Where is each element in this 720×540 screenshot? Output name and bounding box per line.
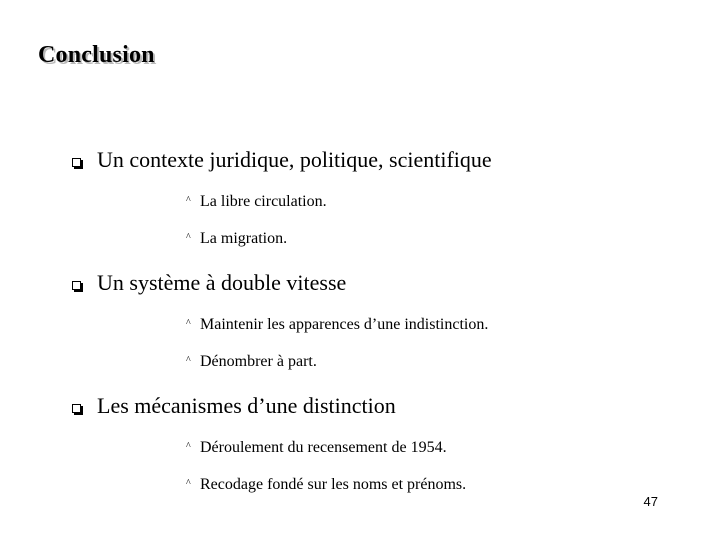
- wedge-bullet-icon: ^: [186, 478, 191, 489]
- main-bullet-3: [72, 391, 396, 421]
- main-bullet-1: [72, 145, 492, 175]
- sub-bullet-text: La migration.: [200, 230, 288, 247]
- wedge-bullet-icon: ^: [186, 195, 191, 206]
- sub-bullet-1-1: [186, 190, 327, 214]
- sub-bullet-3-1: [186, 436, 447, 460]
- page-number: 47: [643, 494, 658, 509]
- square-bullet-icon: [72, 281, 81, 290]
- main-bullet-text: Les mécanismes d’une distinction: [97, 393, 396, 418]
- sub-bullet-text: Dénombrer à part.: [200, 353, 317, 370]
- sub-bullet-3-2: [186, 473, 466, 497]
- wedge-bullet-icon: ^: [186, 355, 191, 366]
- sub-bullet-text: La libre circulation.: [200, 193, 327, 210]
- slide-title: Conclusion: [38, 42, 155, 68]
- sub-bullet-2-2: [186, 350, 317, 374]
- sub-bullet-text: Maintenir les apparences d’une indistinction.: [200, 316, 489, 333]
- main-bullet-text: Un contexte juridique, politique, scientifique: [97, 147, 492, 172]
- sub-bullet-text: Déroulement du recensement de 1954.: [200, 439, 447, 456]
- square-bullet-icon: [72, 158, 81, 167]
- main-bullet-text: Un système à double vitesse: [97, 270, 347, 295]
- wedge-bullet-icon: ^: [186, 441, 191, 452]
- wedge-bullet-icon: ^: [186, 232, 191, 243]
- square-bullet-icon: [72, 404, 81, 413]
- sub-bullet-text: Recodage fondé sur les noms et prénoms.: [200, 476, 467, 493]
- sub-bullet-1-2: [186, 227, 287, 251]
- sub-bullet-2-1: [186, 313, 488, 337]
- main-bullet-2: [72, 268, 346, 298]
- wedge-bullet-icon: ^: [186, 318, 191, 329]
